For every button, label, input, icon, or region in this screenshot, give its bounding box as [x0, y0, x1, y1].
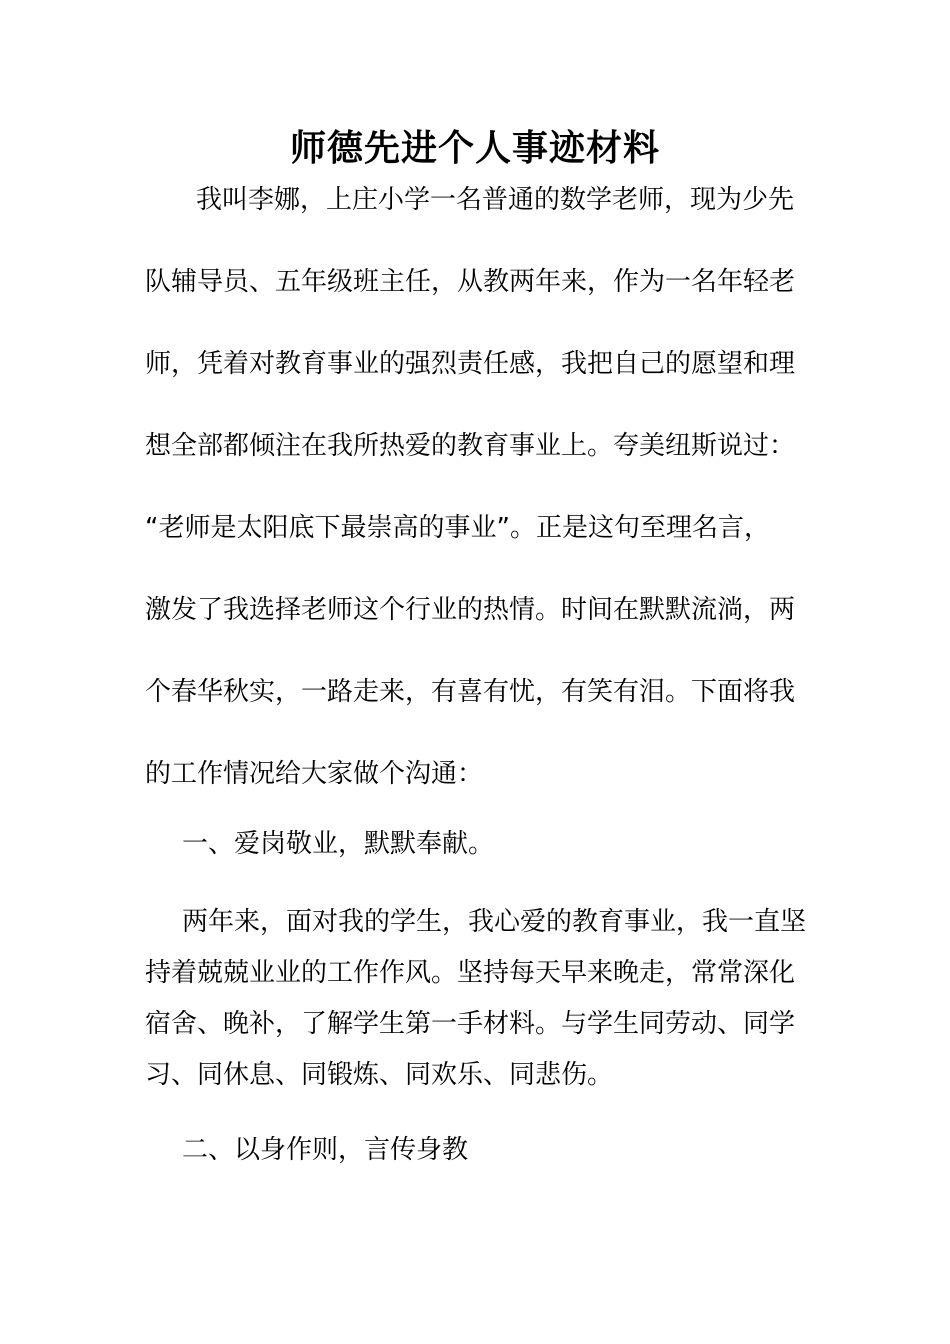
section1-line-1: 两年来，面对我的学生，我心爱的教育事业，我一直坚	[182, 907, 807, 937]
section2-heading: 二、以身作则，言传身教	[182, 1135, 469, 1165]
section1-line-4: 习、同休息、同锻炼、同欢乐、同悲伤。	[145, 1060, 614, 1090]
intro-line-6: 激发了我选择老师这个行业的热情。时间在默默流淌，两	[145, 595, 796, 625]
section1-line-3: 宿舍、晚补，了解学生第一手材料。与学生同劳动、同学	[145, 1009, 796, 1039]
intro-line-5: “老师是太阳底下最崇高的事业”。正是这句至理名言，	[145, 513, 770, 543]
intro-line-3: 师，凭着对教育事业的强烈责任感，我把自己的愿望和理	[145, 349, 796, 379]
document-title: 师德先进个人事迹材料	[289, 128, 660, 169]
intro-line-2: 队辅导员、五年级班主任，从教两年来，作为一名年轻老	[145, 267, 796, 297]
intro-line-7: 个春华秋实，一路走来，有喜有忧，有笑有泪。下面将我	[145, 677, 796, 707]
section1-heading: 一、爱岗敬业，默默奉献。	[182, 829, 495, 859]
intro-line-4: 想全部都倾注在我所热爱的教育事业上。夸美纽斯说过：	[145, 431, 796, 461]
intro-line-8: 的工作情况给大家做个沟通：	[145, 759, 484, 789]
section1-line-2: 持着兢兢业业的工作作风。坚持每天早来晚走，常常深化	[145, 958, 796, 988]
intro-line-1: 我叫李娜，上庄小学一名普通的数学老师，现为少先	[196, 185, 795, 215]
